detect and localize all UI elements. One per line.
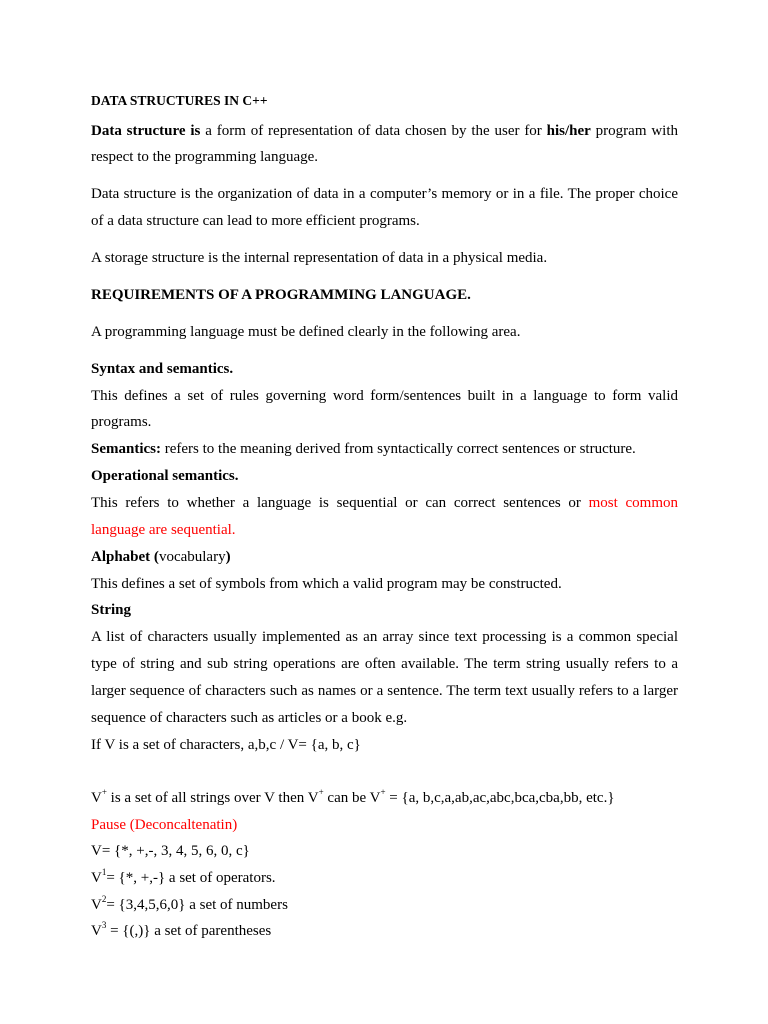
paragraph-string-line-1: A list of characters usually implemented as an array since text processing is a common special — [91, 629, 678, 645]
paragraph-syntax-line-2: programs. — [91, 414, 152, 430]
heading-alphabet — [91, 547, 678, 567]
text-run: V — [91, 790, 102, 806]
paragraph-string-line-2: type of string and sub string operations are often available. The term string usually refers to a — [91, 656, 678, 672]
superscript: 1 — [101, 867, 107, 877]
set-v1 — [91, 868, 678, 888]
paragraph-pause: Pause (Deconcaltenatin) — [91, 817, 238, 833]
text-run: = {(,)} a set of parentheses — [106, 923, 272, 939]
text-run: This refers to whether a language is sequential or can correct sentences or — [91, 495, 589, 511]
text-run: a form of representation of data chosen by the user for — [200, 123, 547, 139]
superscript: + — [318, 787, 324, 797]
paragraph-string-line-3: larger sequence of characters such as names or a sentence. The term text usually refers to a larger — [91, 683, 678, 699]
paragraph-v-plus — [91, 788, 678, 808]
superscript: + — [380, 787, 386, 797]
bold-term: Alphabet ( — [91, 549, 159, 565]
heading-operational: Operational semantics. — [91, 468, 239, 484]
highlight-text: most common — [588, 495, 679, 511]
text-run: refers to the meaning derived from syntactically correct sentences or structure. — [161, 441, 636, 457]
bold-term: Semantics: — [91, 441, 161, 457]
superscript: + — [101, 787, 107, 797]
text-run: program with — [590, 123, 679, 139]
text-run: = {a, b,c,a,ab,ac,abc,bca,cba,bb, etc.} — [385, 790, 615, 806]
text-run: is a set of all strings over V then V — [106, 790, 319, 806]
set-v: V= {*, +,-, 3, 4, 5, 6, 0, c} — [91, 843, 250, 859]
text-run: = {3,4,5,6,0} a set of numbers — [106, 897, 288, 913]
paragraph-organization-line-2: of a data structure can lead to more efficient programs. — [91, 213, 420, 229]
text-run: vocabulary — [158, 549, 226, 565]
paragraph-storage: A storage structure is the internal representation of data in a physical media. — [91, 250, 548, 266]
superscript: 2 — [101, 894, 107, 904]
paragraph-operational-line-1 — [91, 493, 678, 513]
bold-term: ) — [225, 549, 231, 565]
superscript: 3 — [101, 920, 107, 930]
document-title: DATA STRUCTURES IN C++ — [91, 93, 268, 108]
text-run: = {*, +,-} a set of operators. — [106, 870, 276, 886]
text-run: V — [91, 897, 102, 913]
bold-term: his/her — [546, 123, 591, 139]
text-run: V — [91, 870, 102, 886]
text-run: V — [91, 923, 102, 939]
heading-syntax: Syntax and semantics. — [91, 361, 234, 377]
paragraph-areas: A programming language must be defined clearly in the following area. — [91, 324, 521, 340]
paragraph-alphabet: This defines a set of symbols from which a valid program may be constructed. — [91, 576, 562, 592]
set-v2 — [91, 895, 678, 915]
paragraph-syntax-line-1: This defines a set of rules governing word form/sentences built in a language to form valid — [91, 388, 678, 404]
paragraph-semantics — [91, 439, 678, 459]
paragraph-set-v: If V is a set of characters, a,b,c / V= {a, b, c} — [91, 737, 361, 753]
heading-requirements: REQUIREMENTS OF A PROGRAMMING LANGUAGE. — [91, 287, 471, 303]
bold-term: Data structure is — [91, 123, 201, 139]
paragraph-definition-line-2: respect to the programming language. — [91, 149, 319, 165]
set-v3 — [91, 921, 678, 941]
paragraph-definition-line-1 — [91, 121, 678, 141]
heading-string: String — [91, 602, 132, 618]
text-run: can be V — [323, 790, 381, 806]
paragraph-string-line-4: sequence of characters such as articles or a book e.g. — [91, 710, 408, 726]
paragraph-organization-line-1: Data structure is the organization of data in a computer’s memory or in a file. The proper choice — [91, 186, 678, 202]
paragraph-operational-line-2: language are sequential. — [91, 522, 236, 538]
